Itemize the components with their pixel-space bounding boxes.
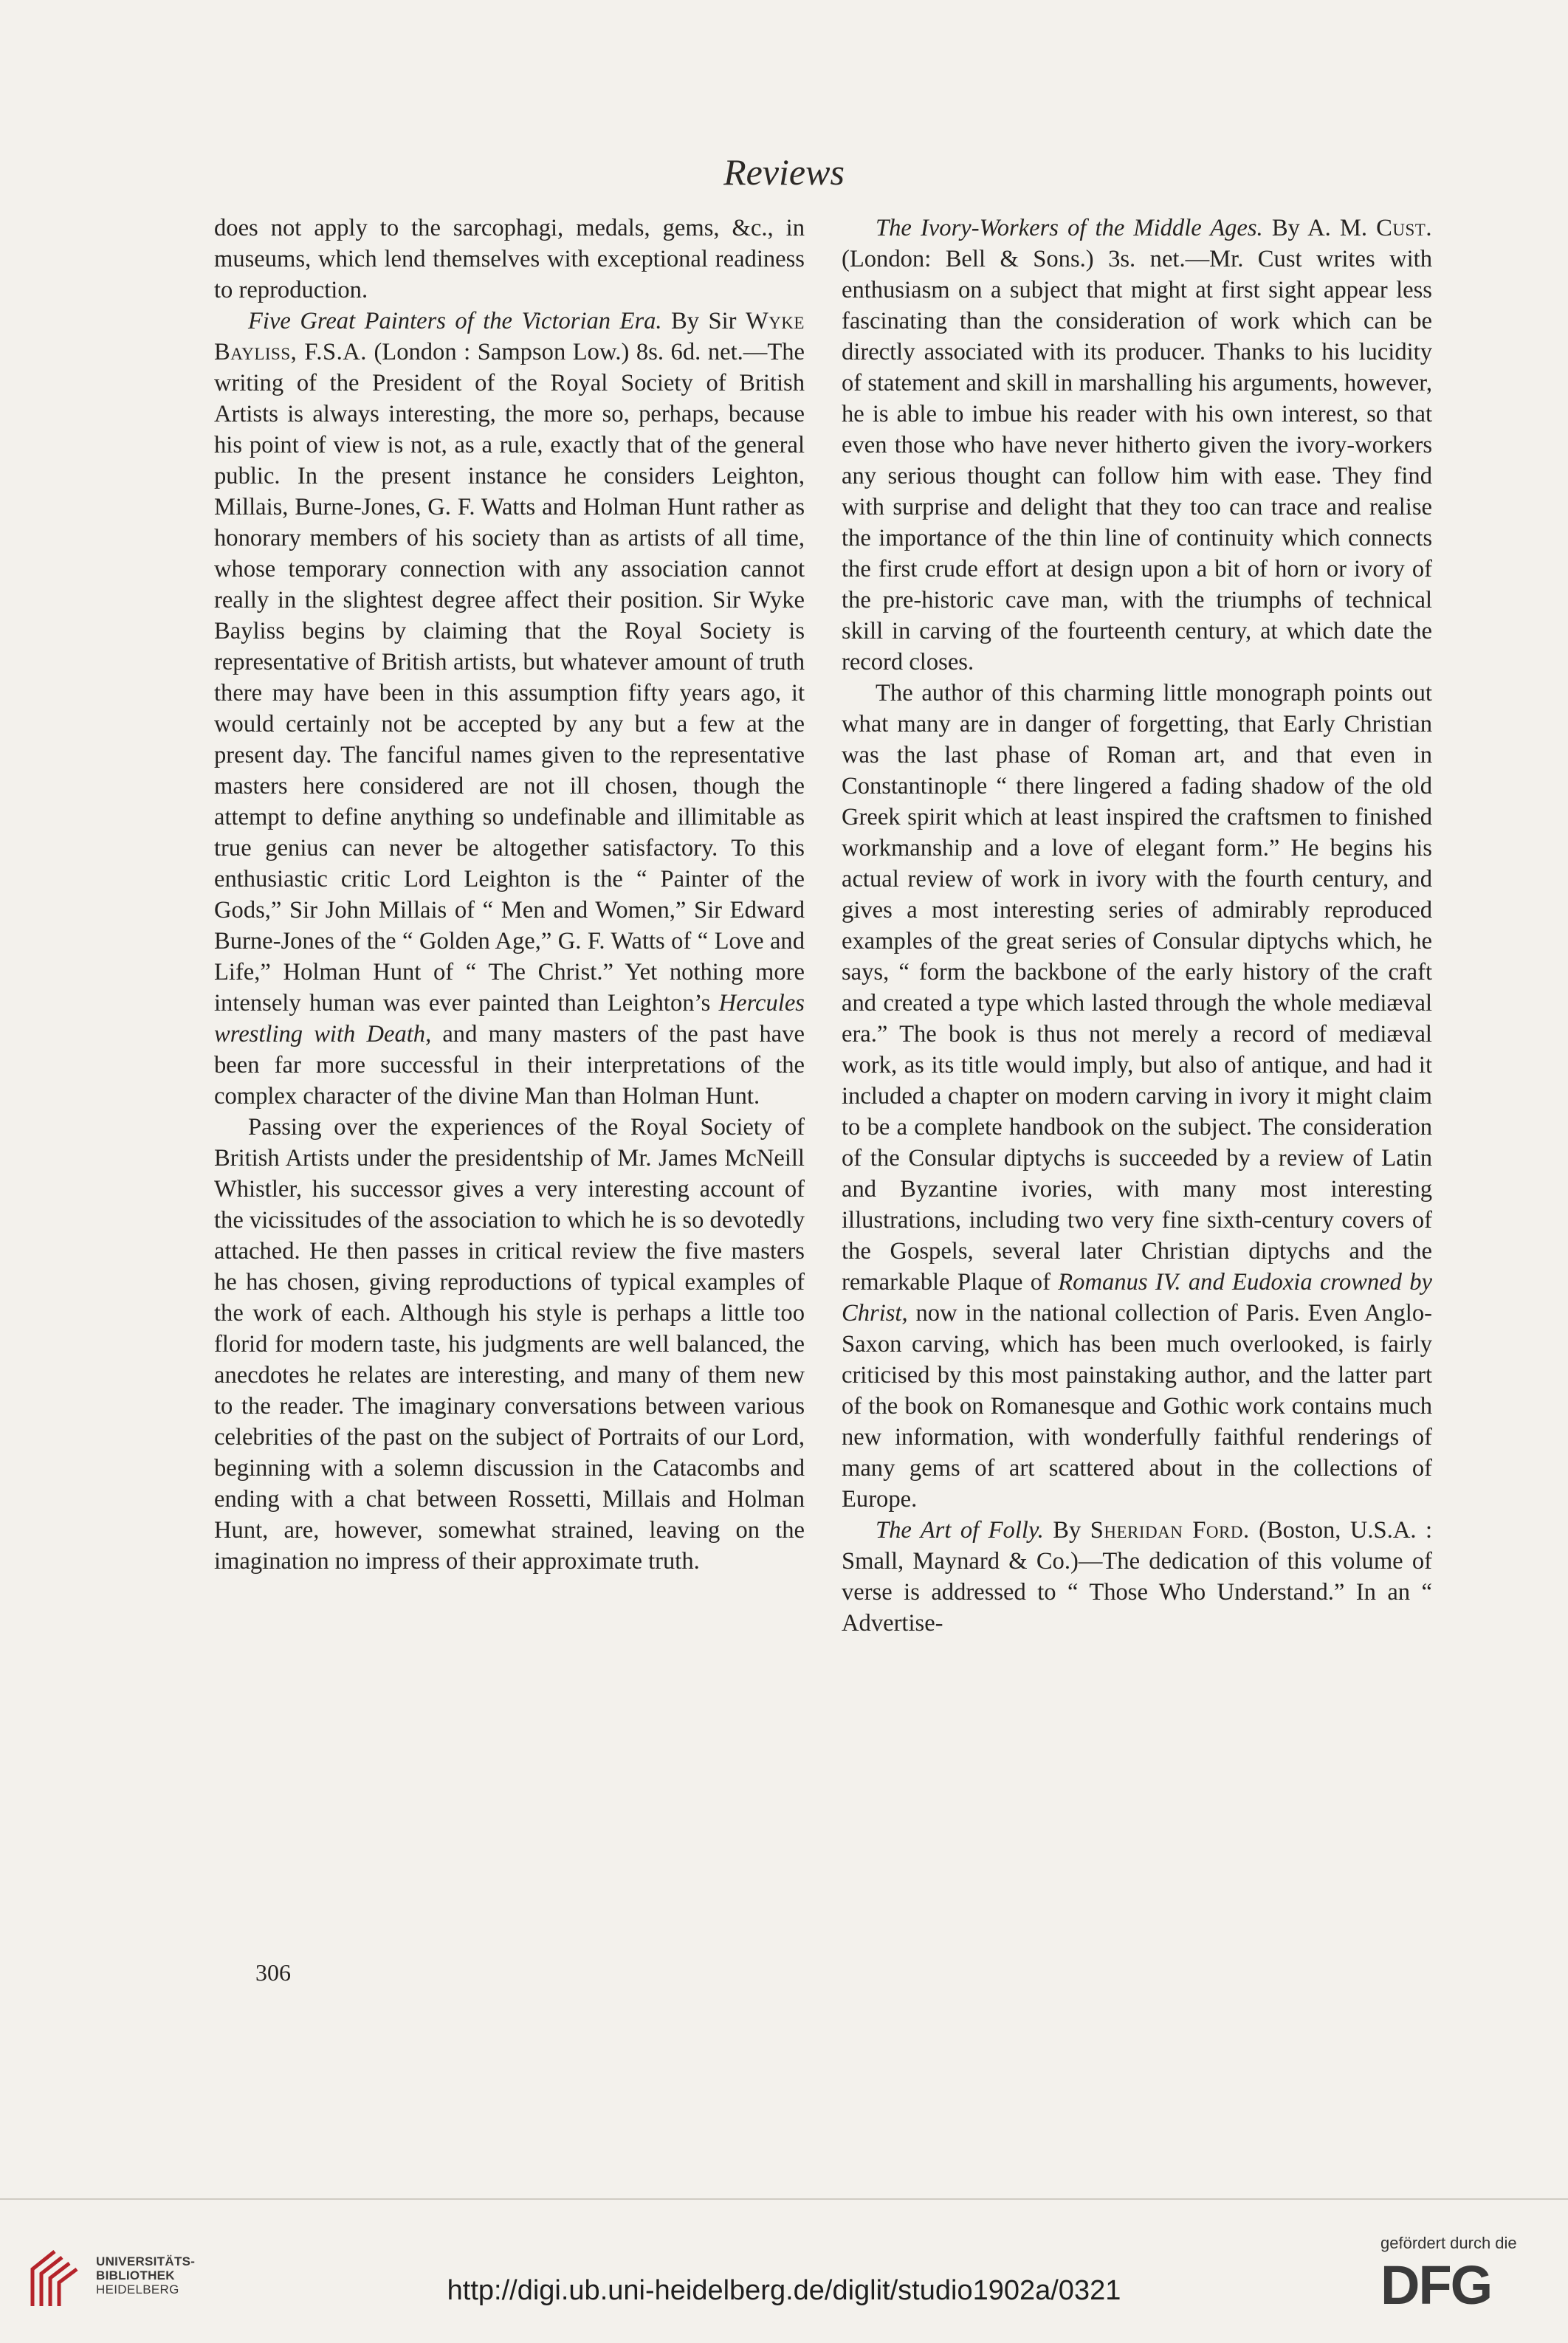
- library-name-line3: HEIDELBERG: [96, 2282, 179, 2296]
- library-name-line2: BIBLIOTHEK: [96, 2268, 175, 2282]
- book-author: Sheridan Ford.: [1090, 1517, 1250, 1544]
- dfg-logo: DFG: [1380, 2254, 1492, 2316]
- review-five-great-painters: [214, 306, 805, 1112]
- paragraph-text-cont: now in the national collection of Paris. Even Anglo-Saxon carving, which has been much overlooked, is fairly criticised by this most painstaking author, and the latter part of the book on Romanesque and Gothic work contains much new information, with wonderfully faithful renderings of many gems of art scattered about in the collections of Europe.: [842, 1300, 1432, 1513]
- review-text: (Boston, U.S.A. : Small, Maynard & Co.)—The dedication of this volume of verse is addressed to “ Those Who Understand.” In an “ Advertise-: [842, 1517, 1433, 1637]
- dfg-sponsor: [1380, 2234, 1543, 2315]
- artwork-title: Hercules wrestling with Death,: [214, 990, 805, 1047]
- review-ivory-workers: [842, 213, 1432, 678]
- right-column: [842, 213, 1432, 1639]
- review-art-of-folly: [842, 1515, 1432, 1639]
- book-author: Wyke Bayliss, F.S.A.: [214, 308, 805, 365]
- paragraph-continued: does not apply to the sarcophagi, medals, gems, &c., in museums, which lend themselves with exceptional readiness to reproduction.: [214, 215, 805, 303]
- book-title: Five Great Painters of the Victorian Era.: [248, 308, 662, 334]
- library-name-line1: UNIVERSITÄTS-: [96, 2254, 196, 2268]
- left-column: [214, 213, 805, 1577]
- running-header: Reviews: [723, 151, 845, 193]
- review-text-cont: and many masters of the past have been far more successful in their interpretations of the complex character of the divine Man than Holman Hunt.: [214, 1021, 805, 1109]
- paragraph: Passing over the experiences of the Royal Society of British Artists under the presidentship of Mr. James McNeill Whistler, his successor gives a very interesting account of the vicissitudes of the association to which he is so devotedly attached. He then passes in critical review the five masters he has chosen, giving reproductions of typical examples of the work of each. Although his style is perhaps a little too florid for modern taste, his judgments are well balanced, the anecdotes he relates are interesting, and many of them new to the reader. The imaginary conversations between various celebrities of the past on the subject of Portraits of our Lord, beginning with a solemn discussion in the Catacombs and ending with a chat between Rossetti, Millais and Holman Hunt, are, however, somewhat strained, leaving on the imagination no impress of their approximate truth.: [214, 1114, 805, 1575]
- permalink-url[interactable]: http://digi.ub.uni-heidelberg.de/diglit/studio1902a/0321: [447, 2275, 1121, 2306]
- author-prefix: By A. M.: [1262, 215, 1377, 241]
- book-author: Cust.: [1376, 215, 1432, 241]
- book-title: The Art of Folly.: [876, 1517, 1044, 1544]
- footer-divider: [0, 2198, 1568, 2200]
- digitization-footer: [0, 2195, 1568, 2343]
- author-prefix: By: [1043, 1517, 1090, 1544]
- paragraph-text: The author of this charming little monograph points out what many are in danger of forgetting, that Early Christian was the last phase of Roman art, and that even in Constantinople “ there lingered a fading shadow of the old Greek spirit which at least inspired the craftsmen to finished workmanship and a love of elegant form.” He begins his actual review of work in ivory with the fourth century, and gives a most interesting series of admirably reproduced examples of the great series of Consular diptychs which, he says, “ form the backbone of the early history of the craft and created a type which lasted through the whole mediæval era.” The book is thus not merely a record of mediæval work, as its title would imply, but also of antique, and had it included a chapter on modern carving in ivory it might claim to be a complete handbook on the subject. The consideration of the Consular diptychs is succeeded by a review of Latin and Byzantine ivories, with many most interesting illustrations, including two very fine sixth-century covers of the Gospels, several later Christian diptychs and the remarkable Plaque of: [842, 680, 1432, 1296]
- sponsor-label: gefördert durch die: [1380, 2234, 1517, 2252]
- review-text: (London : Sampson Low.) 8s. 6d. net.—The writing of the President of the Royal Society of British Artists is always interesting, the more so, perhaps, because his point of view is not, as a rule, exactly that of the general public. In the present instance he considers Leighton, Millais, Burne-Jones, G. F. Watts and Holman Hunt rather as honorary members of his society than as artists of all time, whose temporary connection with any association cannot really in the slightest degree affect their position. Sir Wyke Bayliss begins by claiming that the Royal Society is representative of British artists, but whatever amount of truth there may have been in this assumption fifty years ago, it would certainly not be accepted by any but a few at the present day. The fanciful names given to the representative masters here considered are not ill chosen, though the attempt to define anything so undefinable and illimitable as true genius can never be altogether satisfactory. To this enthusiastic critic Lord Leighton is the “ Painter of the Gods,” Sir John Millais of “ Men and Women,” Sir Edward Burne-Jones of the “ Golden Age,” G. F. Watts of “ Love and Life,” Holman Hunt of “ The Christ.” Yet nothing more intensely human was ever painted than Leighton’s: [214, 339, 805, 1016]
- review-text: (London: Bell & Sons.) 3s. net.—Mr. Cust writes with enthusiasm on a subject that might at first sight appear less fascinating than the consideration of work which can be directly associated with its producer. Thanks to his lucidity of statement and skill in marshalling his arguments, however, he is able to imbue his reader with his own interest, so that even those who have never hitherto given the ivory-workers any serious thought can follow him with ease. They find with surprise and delight that they too can trace and realise the importance of the thin line of continuity which connects the first crude effort at design upon a bit of horn or ivory of the pre-historic cave man, with the triumphs of technical skill in carving of the fourteenth century, at which date the record closes.: [842, 246, 1432, 675]
- page-number: 306: [255, 1959, 291, 1986]
- book-title: The Ivory-Workers of the Middle Ages.: [876, 215, 1263, 241]
- artwork-title: Romanus IV. and Eudoxia crowned by Christ,: [842, 1269, 1432, 1327]
- paragraph: [842, 678, 1432, 1515]
- author-prefix: By Sir: [661, 308, 746, 334]
